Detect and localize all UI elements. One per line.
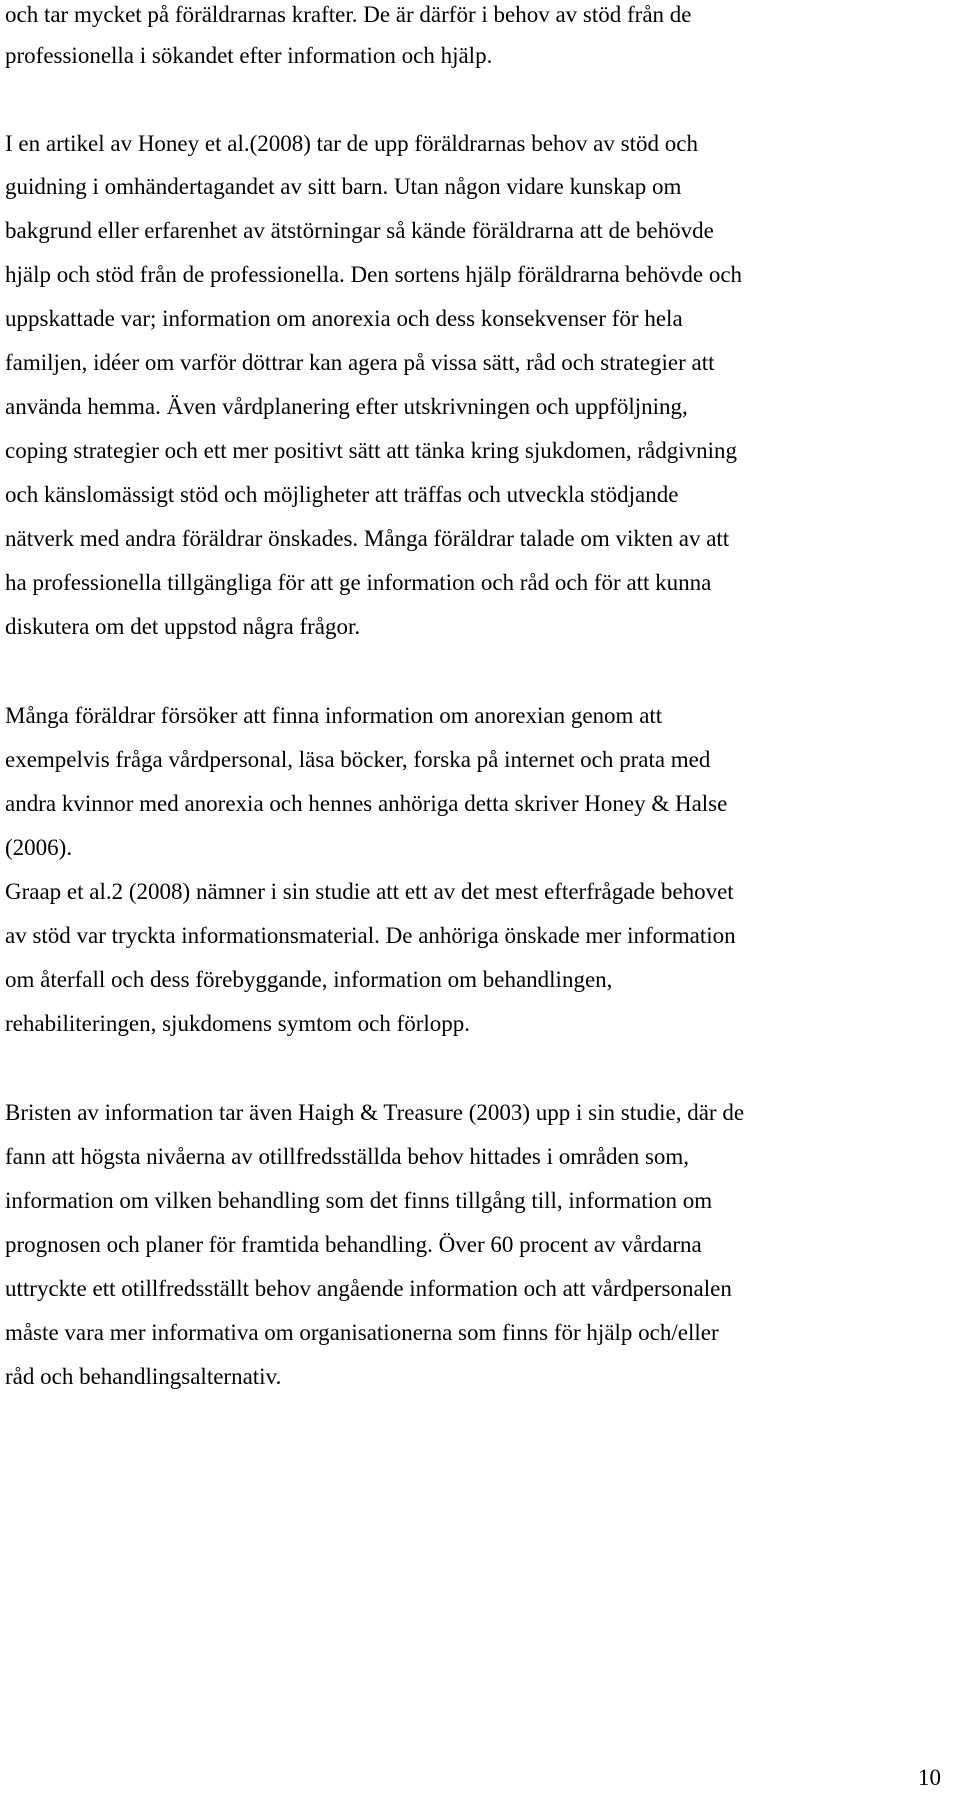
text-line: Bristen av information tar även Haigh & Treasure (2003) upp i sin studie, där de	[5, 1100, 745, 1125]
text-line: prognosen och planer för framtida behandling. Över 60 procent av vårdarna	[5, 1232, 702, 1257]
text-line: Många föräldrar försöker att finna information om anorexian genom att	[5, 703, 663, 728]
text-line: uttryckte ett otillfredsställt behov angående information och att vårdpersonalen	[5, 1276, 732, 1301]
text-line: exempelvis fråga vårdpersonal, läsa böcker, forska på internet och prata med	[5, 747, 711, 772]
text-line: bakgrund eller erfarenhet av ätstörningar så kände föräldrarna att de behövde	[5, 218, 714, 243]
text-line: rehabiliteringen, sjukdomens symtom och förlopp.	[5, 1011, 471, 1036]
text-line: (2006).	[5, 835, 73, 860]
text-line: information om vilken behandling som det finns tillgång till, information om	[5, 1188, 713, 1213]
text-line: andra kvinnor med anorexia och hennes anhöriga detta skriver Honey & Halse	[5, 791, 728, 816]
text-line: I en artikel av Honey et al.(2008) tar de upp föräldrarnas behov av stöd och	[5, 131, 698, 156]
text-line: hjälp och stöd från de professionella. Den sortens hjälp föräldrarna behövde och	[5, 262, 743, 287]
text-line: fann att högsta nivåerna av otillfredsställda behov hittades i områden som,	[5, 1144, 690, 1169]
text-line: om återfall och dess förebyggande, information om behandlingen,	[5, 967, 613, 992]
text-line: av stöd var tryckta informationsmaterial. De anhöriga önskade mer information	[5, 923, 736, 948]
text-line: ha professionella tillgängliga för att ge information och råd och för att kunna	[5, 570, 712, 595]
text-line: måste vara mer informativa om organisationerna som finns för hjälp och/eller	[5, 1320, 719, 1345]
text-line: coping strategier och ett mer positivt sätt att tänka kring sjukdomen, rådgivning	[5, 438, 738, 463]
text-line: uppskattade var; information om anorexia och dess konsekvenser för hela	[5, 306, 683, 331]
text-line: diskutera om det uppstod några frågor.	[5, 614, 361, 639]
page-number: 10	[918, 1765, 941, 1790]
text-line: familjen, idéer om varför döttrar kan agera på vissa sätt, råd och strategier att	[5, 350, 715, 375]
text-line: guidning i omhändertagandet av sitt barn. Utan någon vidare kunskap om	[5, 174, 682, 199]
text-line: råd och behandlingsalternativ.	[5, 1364, 282, 1389]
text-line: Graap et al.2 (2008) nämner i sin studie att ett av det mest efterfrågade behovet	[5, 879, 734, 904]
text-line: och tar mycket på föräldrarnas krafter. De är därför i behov av stöd från de	[5, 2, 692, 27]
text-line: nätverk med andra föräldrar önskades. Många föräldrar talade om vikten av att	[5, 526, 730, 551]
text-line: använda hemma. Även vårdplanering efter utskrivningen och uppföljning,	[5, 394, 688, 419]
text-line: och känslomässigt stöd och möjligheter att träffas och utveckla stödjande	[5, 482, 679, 507]
text-line: professionella i sökandet efter information och hjälp.	[5, 43, 493, 68]
